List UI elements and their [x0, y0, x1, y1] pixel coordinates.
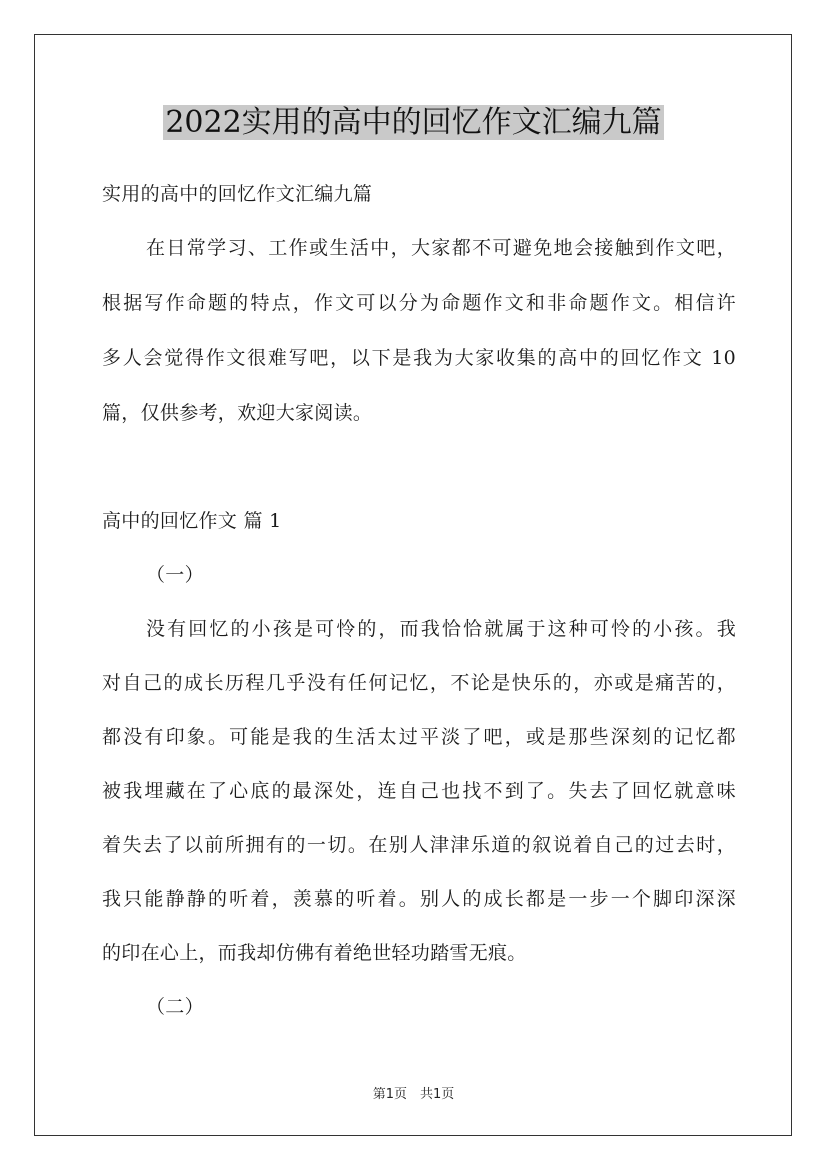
body-line-5: 着失去了以前所拥有的一切。在别人津津乐道的叙说着自己的过去时，: [102, 834, 736, 856]
body-line-1: 没有回忆的小孩是可怜的，而我恰恰就属于这种可怜的小孩。我: [146, 618, 736, 640]
intro-line-1: 在日常学习、工作或生活中，大家都不可避免地会接触到作文吧，: [146, 237, 736, 259]
page-footer: 第1页 共1页: [372, 1087, 455, 1102]
intro-line-4: 篇，仅供参考，欢迎大家阅读。: [102, 402, 373, 424]
part-marker-1: （一）: [146, 564, 204, 586]
body-line-6: 我只能静静的听着，羡慕的听着。别人的成长都是一步一个脚印深深: [102, 888, 736, 910]
body-line-4: 被我埋藏在了心底的最深处，连自己也找不到了。失去了回忆就意味: [102, 780, 736, 802]
intro-line-2: 根据写作命题的特点，作文可以分为命题作文和非命题作文。相信许: [102, 292, 736, 314]
document-title: [0, 103, 827, 143]
body-line-7: 的印在心上，而我却仿佛有着绝世轻功踏雪无痕。: [102, 942, 527, 964]
body-line-2: 对自己的成长历程几乎没有任何记忆，不论是快乐的，亦或是痛苦的，: [102, 672, 736, 694]
section-heading: 高中的回忆作文 篇 1: [102, 510, 282, 532]
body-line-3: 都没有印象。可能是我的生活太过平淡了吧，或是那些深刻的记忆都: [102, 726, 736, 748]
document-title-text: 2022实用的高中的回忆作文汇编九篇: [165, 105, 662, 140]
part-marker-2: （二）: [146, 996, 204, 1018]
document-subtitle: 实用的高中的回忆作文汇编九篇: [102, 183, 373, 205]
intro-line-3: 多人会觉得作文很难写吧，以下是我为大家收集的高中的回忆作文 10: [102, 347, 736, 369]
